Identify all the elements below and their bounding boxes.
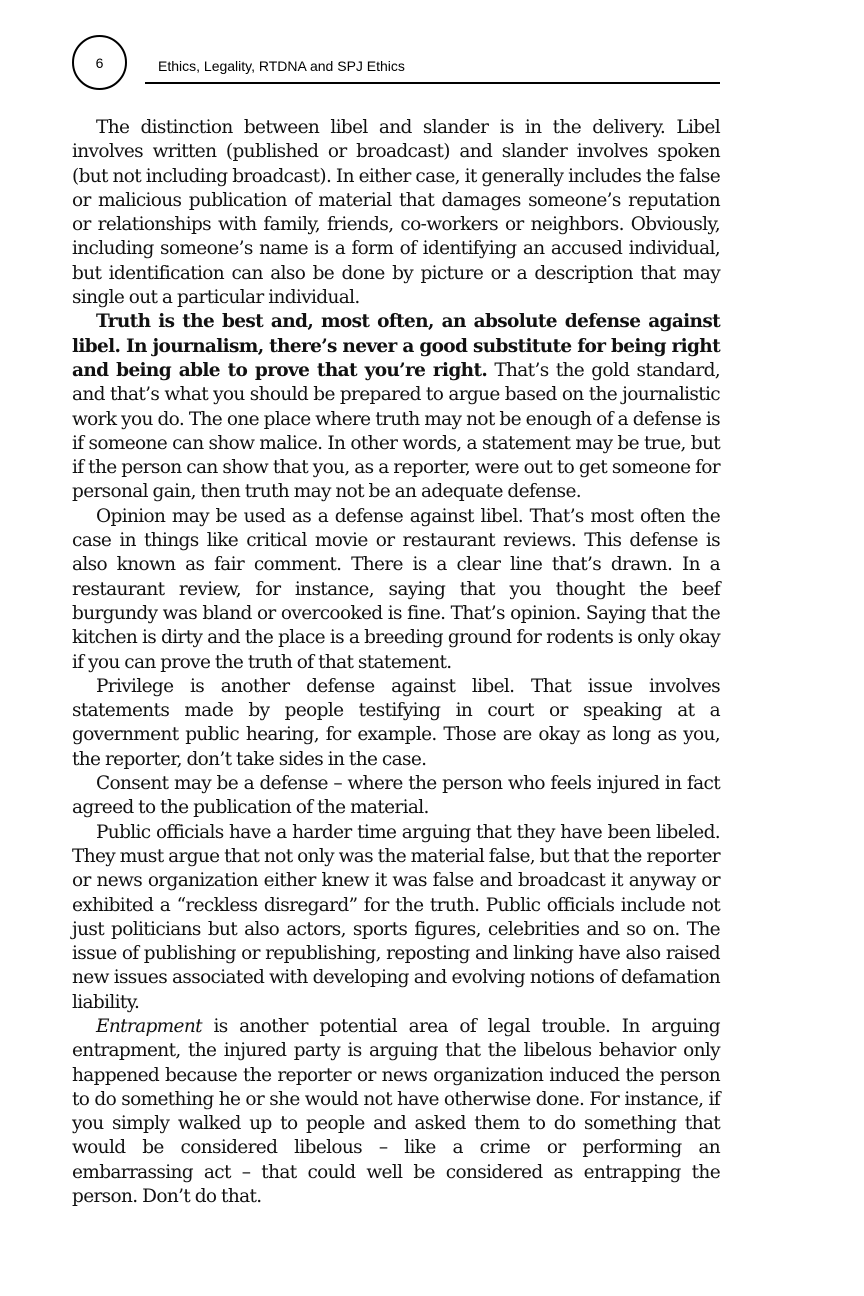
paragraph-text: Public officials have a harder time arguing that they have been libeled. They must argue that not only was the material false, but that the reporter or news organization either knew it was false and broadcast it anyway or exhibited a “reckless disregard” for the truth. Public officials include not just politicians but also actors, sports figures, celebrities and so on. The issue of publishing or republishing, reposting and linking have also raised new issues associated with developing and evolving notions of defamation liability.: [72, 821, 720, 1013]
paragraph-entrapment: [72, 1015, 720, 1209]
body-text: [72, 116, 720, 1209]
running-head-title: Ethics, Legality, RTDNA and SPJ Ethics: [158, 58, 405, 74]
italic-term: Entrapment: [96, 1015, 202, 1037]
paragraph-text: Consent may be a defense – where the person who feels injured in fact agreed to the publication of the material.: [72, 773, 720, 819]
page-number: [72, 35, 127, 90]
paragraph-text: Opinion may be used as a defense against libel. That’s most often the case in things like critical movie or restaurant reviews. This defense is also known as fair comment. There is a clear line that’s drawn. In a restaurant review, for instance, saying that you thought the beef burgundy was bland or overcooked is fine. That’s opinion. Saying that the kitchen is dirty and the place is a breeding ground for rodents is only okay if you can prove the truth of that statement.: [72, 505, 720, 673]
paragraph-consent-defense: [72, 772, 720, 821]
paragraph-text: is another potential area of legal trouble. In arguing entrapment, the injured party is arguing that the libelous behavior only happened because the reporter or news organization induced the person to do something he or she would not have otherwise done. For instance, if you simply walked up to people and asked them to do something that would be considered libelous – like a crime or performing an embarrassing act – that could well be considered as entrapping the person. Don’t do that.: [72, 1015, 720, 1208]
paragraph-opinion-defense: [72, 505, 720, 675]
paragraph-text: That’s the gold standard, and that’s what you should be prepared to argue based on the journalistic work you do. The one place where truth may not be enough of a defense is if someone can show malice. In other words, a statement may be true, but if the person can show that you, as a reporter, were out to get someone for personal gain, then truth may not be an adequate defense.: [72, 359, 720, 503]
paragraph-text: The distinction between libel and slander is in the delivery. Libel involves written (published or broadcast) and slander involves spoken (but not including broadcast). In either case, it generally includes the false or malicious publication of material that damages someone’s reputation or relationships with family, friends, co-workers or neighbors. Obviously, including someone’s name is a form of identifying an accused individual, but identification can also be done by picture or a description that may single out a particular individual.: [72, 117, 720, 309]
paragraph-truth-defense: [72, 310, 720, 504]
paragraph-libel-slander: [72, 116, 720, 310]
paragraph-text: Privilege is another defense against libel. That issue involves statements made by people testifying in court or speaking at a government public hearing, for example. Those are okay as long as you, the reporter, don’t take sides in the case.: [72, 675, 720, 770]
paragraph-public-officials: [72, 821, 720, 1015]
page-number-text: 6: [95, 54, 104, 71]
paragraph-privilege-defense: [72, 675, 720, 772]
bold-emphasis-text: Truth is the best and, most often, an absolute defense against libel. In journalism, there’s never a good substitute for being right and being able to prove that you’re right.: [72, 311, 720, 381]
header-divider: [145, 82, 720, 84]
